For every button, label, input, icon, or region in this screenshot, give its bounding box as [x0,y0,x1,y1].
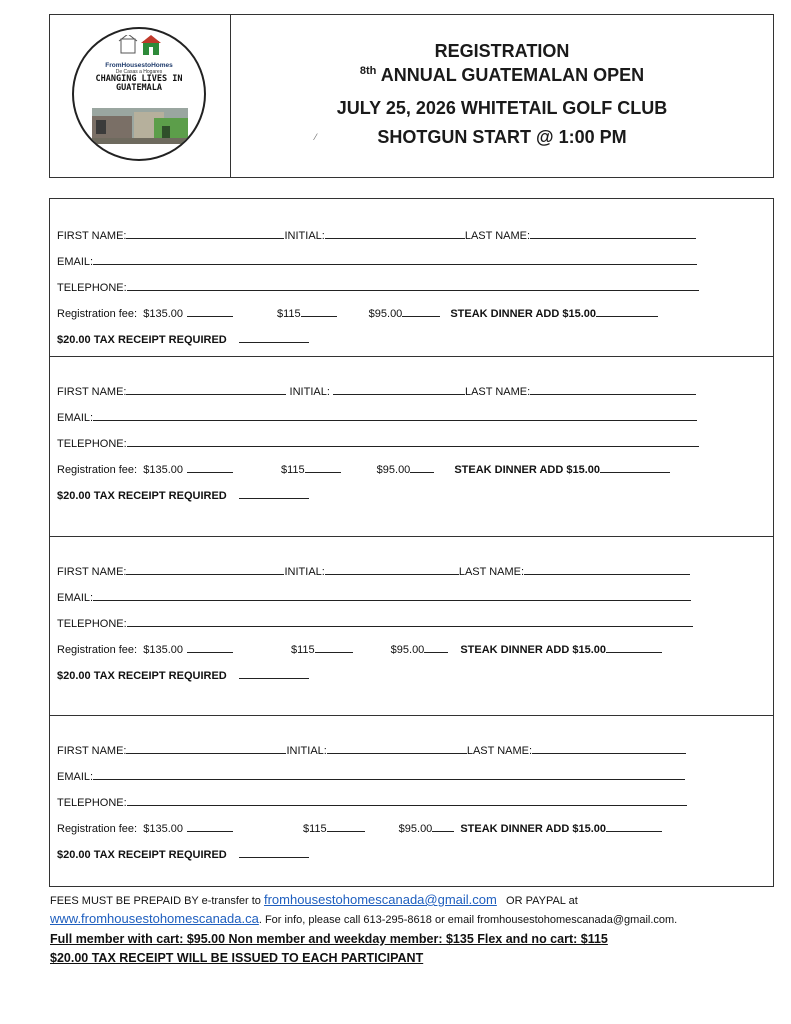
email-row [57,254,697,268]
fee-115-label: $115 [303,823,327,835]
email-label: EMAIL: [57,412,94,424]
email-label: EMAIL: [57,771,94,783]
telephone-row [57,795,687,809]
header-title: REGISTRATION [434,41,570,61]
first-name-field[interactable] [126,384,286,395]
prepaid-text: FEES MUST BE PREPAID BY e-transfer to [50,895,261,907]
email-label: EMAIL: [57,592,94,604]
registration-forms [49,198,774,887]
email-field[interactable] [93,410,697,421]
tax-receipt-notice: $20.00 TAX RECEIPT WILL BE ISSUED TO EACH PARTICIPANT [50,951,424,965]
fee-115-field[interactable] [315,642,353,653]
org-logo [72,27,206,161]
fee-135-field[interactable] [187,642,233,653]
email-row [57,410,697,424]
steak-field[interactable] [606,821,662,832]
last-name-label: LAST NAME: [466,745,533,757]
telephone-label: TELEPHONE: [57,438,127,450]
registration-entry [50,356,773,537]
fee-135-label: $135.00 [143,823,183,835]
fee-135-field[interactable] [187,462,233,473]
registration-entry [50,715,773,886]
tax-receipt-label: $20.00 TAX RECEIPT REQUIRED [57,670,227,682]
fee-115-label: $115 [281,464,305,476]
tax-receipt-label: $20.00 TAX RECEIPT REQUIRED [57,849,227,861]
fee-115-field[interactable] [327,821,365,832]
last-name-field[interactable] [530,228,696,239]
header-start-time: SHOTGUN START @ 1:00 PM [377,127,627,147]
telephone-row [57,616,693,630]
name-row [57,228,696,242]
website-line [50,911,677,926]
first-name-field[interactable] [126,743,286,754]
telephone-row [57,436,699,450]
logo-org-name: FromHousestoHomes [105,62,173,69]
last-name-field[interactable] [524,564,690,575]
last-name-label: LAST NAME: [464,386,531,398]
fee-135-label: $135.00 [143,464,183,476]
fee-115-label: $115 [291,644,315,656]
email-field[interactable] [93,590,691,601]
telephone-field[interactable] [127,280,699,291]
event-ordinal: 8th [359,65,377,77]
fee-row [57,306,658,320]
logo-org-sub: De Casas a Hogares [115,69,163,75]
reg-fee-label: Registration fee: [57,464,138,476]
steak-field[interactable] [606,642,662,653]
last-name-field[interactable] [530,384,696,395]
steak-label: STEAK DINNER ADD $15.00 [454,464,600,476]
tax-receipt-field[interactable] [239,488,309,499]
fee-135-field[interactable] [187,306,233,317]
tax-receipt-row [57,332,309,346]
fee-95-field[interactable] [432,821,454,832]
telephone-label: TELEPHONE: [57,618,127,630]
telephone-field[interactable] [127,795,687,806]
steak-label: STEAK DINNER ADD $15.00 [460,644,606,656]
header-box [49,14,774,178]
steak-label: STEAK DINNER ADD $15.00 [460,823,606,835]
tax-receipt-row [57,668,309,682]
paypal-text: OR PAYPAL at [506,895,578,907]
tax-receipt-field[interactable] [239,847,309,858]
fee-115-label: $115 [277,308,301,320]
fee-135-label: $135.00 [143,644,183,656]
email-field[interactable] [93,769,685,780]
etransfer-email-link[interactable]: fromhousestohomescanada@gmail.com [263,892,497,907]
logo-cell [50,15,231,177]
contact-info: . For info, please call 613-295-8618 or email fromhousestohomescanada@gmail.com. [258,914,678,926]
first-name-label: FIRST NAME: [57,745,127,757]
fee-135-field[interactable] [187,821,233,832]
header-event-line [231,65,773,86]
event-name: ANNUAL GUATEMALAN OPEN [380,65,645,85]
reg-fee-label: Registration fee: [57,308,138,320]
fee-95-label: $95.00 [368,308,403,320]
telephone-field[interactable] [127,616,693,627]
initial-field[interactable] [325,564,459,575]
payment-instructions [50,892,578,907]
initial-label: INITIAL: [289,386,330,398]
fee-row [57,642,662,656]
fee-95-field[interactable] [410,462,434,473]
initial-label: INITIAL: [284,566,325,578]
tax-receipt-label: $20.00 TAX RECEIPT REQUIRED [57,490,227,502]
tax-receipt-row [57,847,309,861]
house-icon [111,35,171,61]
email-label: EMAIL: [57,256,94,268]
initial-field[interactable] [327,743,467,754]
initial-field[interactable] [333,384,465,395]
steak-field[interactable] [600,462,670,473]
email-field[interactable] [93,254,697,265]
name-row [57,384,696,398]
telephone-row [57,280,699,294]
reg-fee-label: Registration fee: [57,644,138,656]
fee-95-field[interactable] [424,642,448,653]
steak-field[interactable] [596,306,658,317]
fee-135-label: $135.00 [143,308,183,320]
telephone-label: TELEPHONE: [57,797,127,809]
tax-receipt-row [57,488,309,502]
first-name-field[interactable] [126,228,284,239]
registration-entry [50,536,773,716]
fee-row [57,821,662,835]
title-cell [231,15,773,177]
fee-115-field[interactable] [301,306,337,317]
fee-95-field[interactable] [402,306,440,317]
telephone-label: TELEPHONE: [57,282,127,294]
email-row [57,590,691,604]
tax-receipt-label: $20.00 TAX RECEIPT REQUIRED [57,334,227,346]
name-row [57,564,690,578]
reg-fee-label: Registration fee: [57,823,138,835]
pricing-note: Full member with cart: $95.00 Non member and weekday member: $135 Flex and no cart: $115 [50,932,608,946]
stray-mark: ⁄ [315,132,317,142]
first-name-label: FIRST NAME: [57,386,127,398]
fee-95-label: $95.00 [390,644,425,656]
initial-field[interactable] [325,228,465,239]
tax-receipt-field[interactable] [239,668,309,679]
header-date-venue: JULY 25, 2026 WHITETAIL GOLF CLUB [336,98,668,118]
house-photo [92,108,188,144]
first-name-field[interactable] [126,564,284,575]
last-name-label: LAST NAME: [458,566,525,578]
fee-115-field[interactable] [305,462,341,473]
first-name-label: FIRST NAME: [57,566,127,578]
initial-label: INITIAL: [284,230,325,242]
last-name-label: LAST NAME: [464,230,531,242]
name-row [57,743,686,757]
telephone-field[interactable] [127,436,699,447]
last-name-field[interactable] [532,743,686,754]
fee-row [57,462,670,476]
first-name-label: FIRST NAME: [57,230,127,242]
fee-95-label: $95.00 [376,464,411,476]
website-link[interactable]: www.fromhousestohomescanada.ca [50,911,259,926]
email-row [57,769,685,783]
logo-tagline: CHANGING LIVES IN GUATEMALA [95,74,183,93]
registration-entry [50,199,773,357]
fee-95-label: $95.00 [398,823,433,835]
initial-label: INITIAL: [286,745,327,757]
tax-receipt-field[interactable] [239,332,309,343]
steak-label: STEAK DINNER ADD $15.00 [450,308,596,320]
